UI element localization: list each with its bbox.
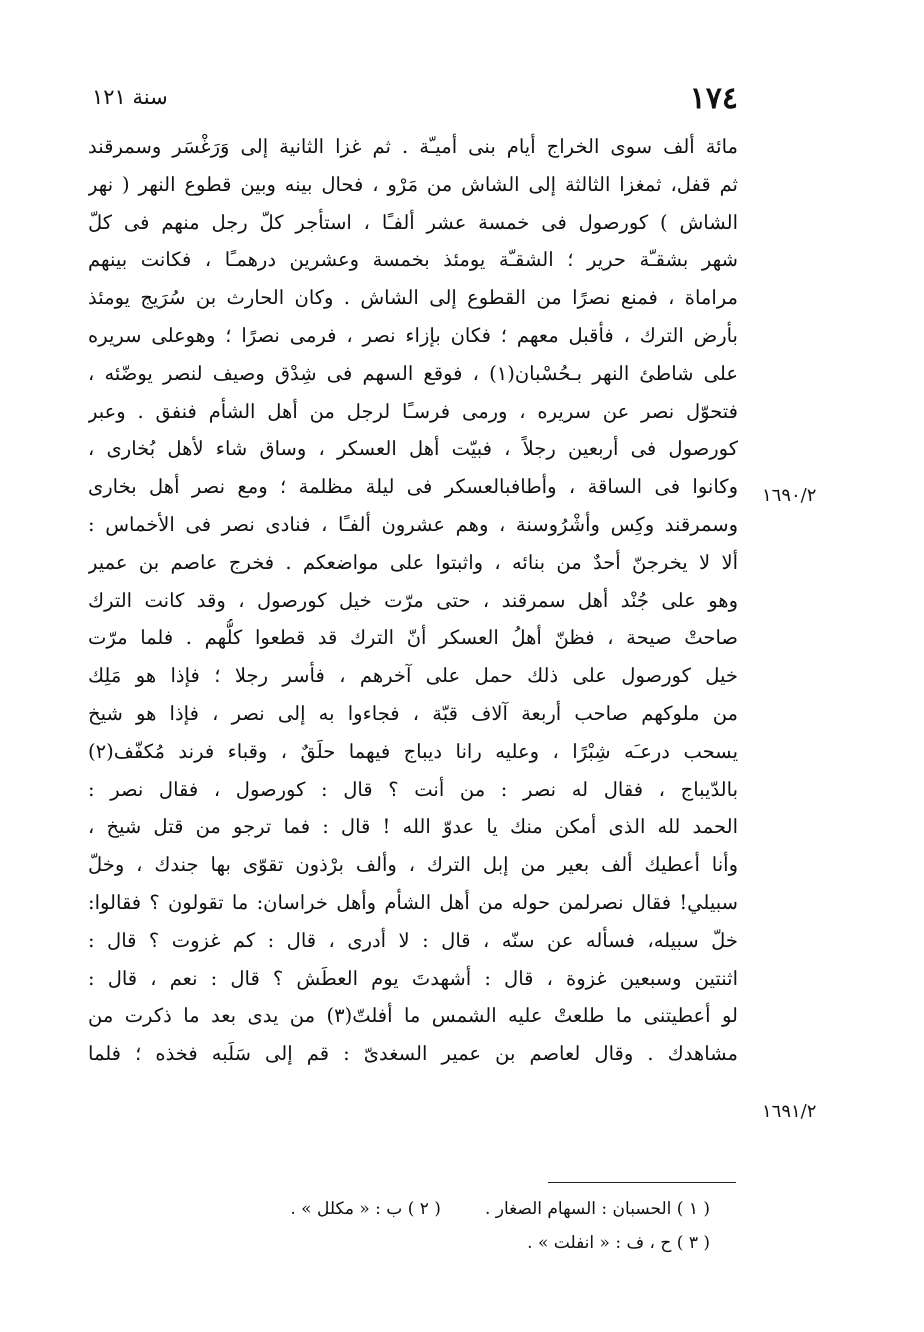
text-line: مشاهدك . وقال لعاصم بن عمير السغدىّ : قم إلى سَلَبه فخذه ؛ فلما xyxy=(88,1042,738,1066)
text-line: الحمد لله الذى أمكن منك يا عدوّ الله ! قال : فما ترجو من قتل شيخ ، xyxy=(88,815,738,839)
text-line: مائة ألف سوى الخراج أيام بنى أميـّة . ثم غزا الثانية إلى وَرَغْسَر وسمرقند xyxy=(88,135,738,158)
text-line: على شاطئ النهر بـحُسْبان(١) ، فوقع السهم فى شِدْق وصيف لنصر يوضّئه ، xyxy=(88,361,738,385)
text-line: وسمرقند وكِس وأشْرُوسنة ، وهم عشرون ألفـًا ، فنادى نصر فى الأخماس : xyxy=(88,512,738,536)
margin-page-ref: ١٦٩١/٢ xyxy=(762,1101,817,1122)
text-line: لو أعطيتنى ما طلعتْ عليه الشمس ما أفلتّ(٣) من يدى بعد ما ذكرت من xyxy=(88,1004,738,1028)
text-line: الشاش ) كورصول فى خمسة عشر ألفـًا ، استأجر كلّ رجل منهم فى كلّ xyxy=(88,210,738,234)
text-line: صاحتْ صيحة ، فظنّ أهلُ العسكر أنّ الترك قد قطعوا كلُّهم . فلما مرّت xyxy=(88,626,738,650)
footnote-row xyxy=(240,1192,710,1226)
text-line: وأنا أعطيك ألف بعير من إبل الترك ، وألف برْذون تقوّى بها جندك ، وخلّ xyxy=(88,853,738,877)
footnotes xyxy=(240,1192,710,1260)
text-line: بأرض الترك ، فأقبل معهم ؛ فكان بإزاء نصر ، فرمى نصرًا ؛ وهوعلى سريره xyxy=(88,323,738,347)
margin-page-ref: ١٦٩٠/٢ xyxy=(762,485,817,506)
text-line: كورصول فى أربعين رجلاً ، فبيّت أهل العسكر ، وساق شاء لأهل بُخارى ، xyxy=(88,437,738,461)
footnote-divider xyxy=(548,1182,736,1183)
text-line: بالدّيباج ، فقال له نصر : من أنت ؟ قال : كورصول ، فقال نصر : xyxy=(88,777,738,801)
text-line: وكانوا فى الساقة ، وأطافبالعسكر فى ليلة مظلمة ؛ ومع نصر أهل بخارى xyxy=(88,475,738,499)
text-line: خيل كورصول على ذلك حمل على آخرهم ، فأسر رجلا ؛ فإذا هو مَلِك xyxy=(88,664,738,688)
body-text xyxy=(88,128,738,1073)
running-head-year: سنة ١٢١ xyxy=(92,85,168,109)
text-line: ثم قفل، ثمغزا الثالثة إلى الشاش من مَرْو ، فحال بينه وبين قطوع النهر ( نهر xyxy=(88,172,738,196)
footnote-row xyxy=(240,1226,710,1260)
footnote: ( ٢ ) ب : « مكلل » . xyxy=(290,1199,441,1219)
text-line: مراماة ، فمنع نصرًا من القطوع إلى الشاش . وكان الحارث بن سُرَيج يومئذ xyxy=(88,286,738,310)
text-line: من ملوكهم صاحب أربعة آلاف قبّة ، فجاءوا به إلى نصر ، فإذا هو شيخ xyxy=(88,701,738,725)
text-line: وهو على جُنْد أهل سمرقند ، حتى مرّت خيل كورصول ، وقد كانت الترك xyxy=(88,588,738,612)
text-line: ألا لا يخرجنّ أحدٌ من بنائه ، واثبتوا على مواضعكم . فخرج عاصم بن عمير xyxy=(88,550,738,574)
page-number: ١٧٤ xyxy=(689,81,738,116)
footnote: ( ٣ ) ح ، ف : « انفلت » . xyxy=(527,1233,710,1253)
footnote: ( ١ ) الحسبان : السهام الصغار . xyxy=(484,1199,710,1219)
text-line: خلّ سبيله، فسأله عن سنّه ، قال : لا أدرى ، قال : كم غزوت ؟ قال : xyxy=(88,928,738,952)
text-line: اثنتين وسبعين غزوة ، قال : أشهدتَ يوم العطَش ؟ قال : نعم ، قال : xyxy=(88,966,738,990)
page-header xyxy=(88,78,738,118)
text-line: شهر بشقـّة حرير ؛ الشقـّة يومئذ بخمسة وعشرين درهمـًا ، فكانت بينهم xyxy=(88,248,738,272)
text-line: يسحب درعـَه شِبْرًا ، وعليه رانا ديباج فيهما حلَقٌ ، وقباء فرند مُكفّف(٢) xyxy=(88,739,738,763)
text-line: فتحوّل نصر عن سريره ، ورمى فرسـًا لرجل من أهل الشأم فنفق . وعبر xyxy=(88,399,738,423)
text-line: سبيلي! فقال نصرلمن حوله من أهل الشأم وأهل خراسان: ما تقولون ؟ فقالوا: xyxy=(88,890,738,914)
